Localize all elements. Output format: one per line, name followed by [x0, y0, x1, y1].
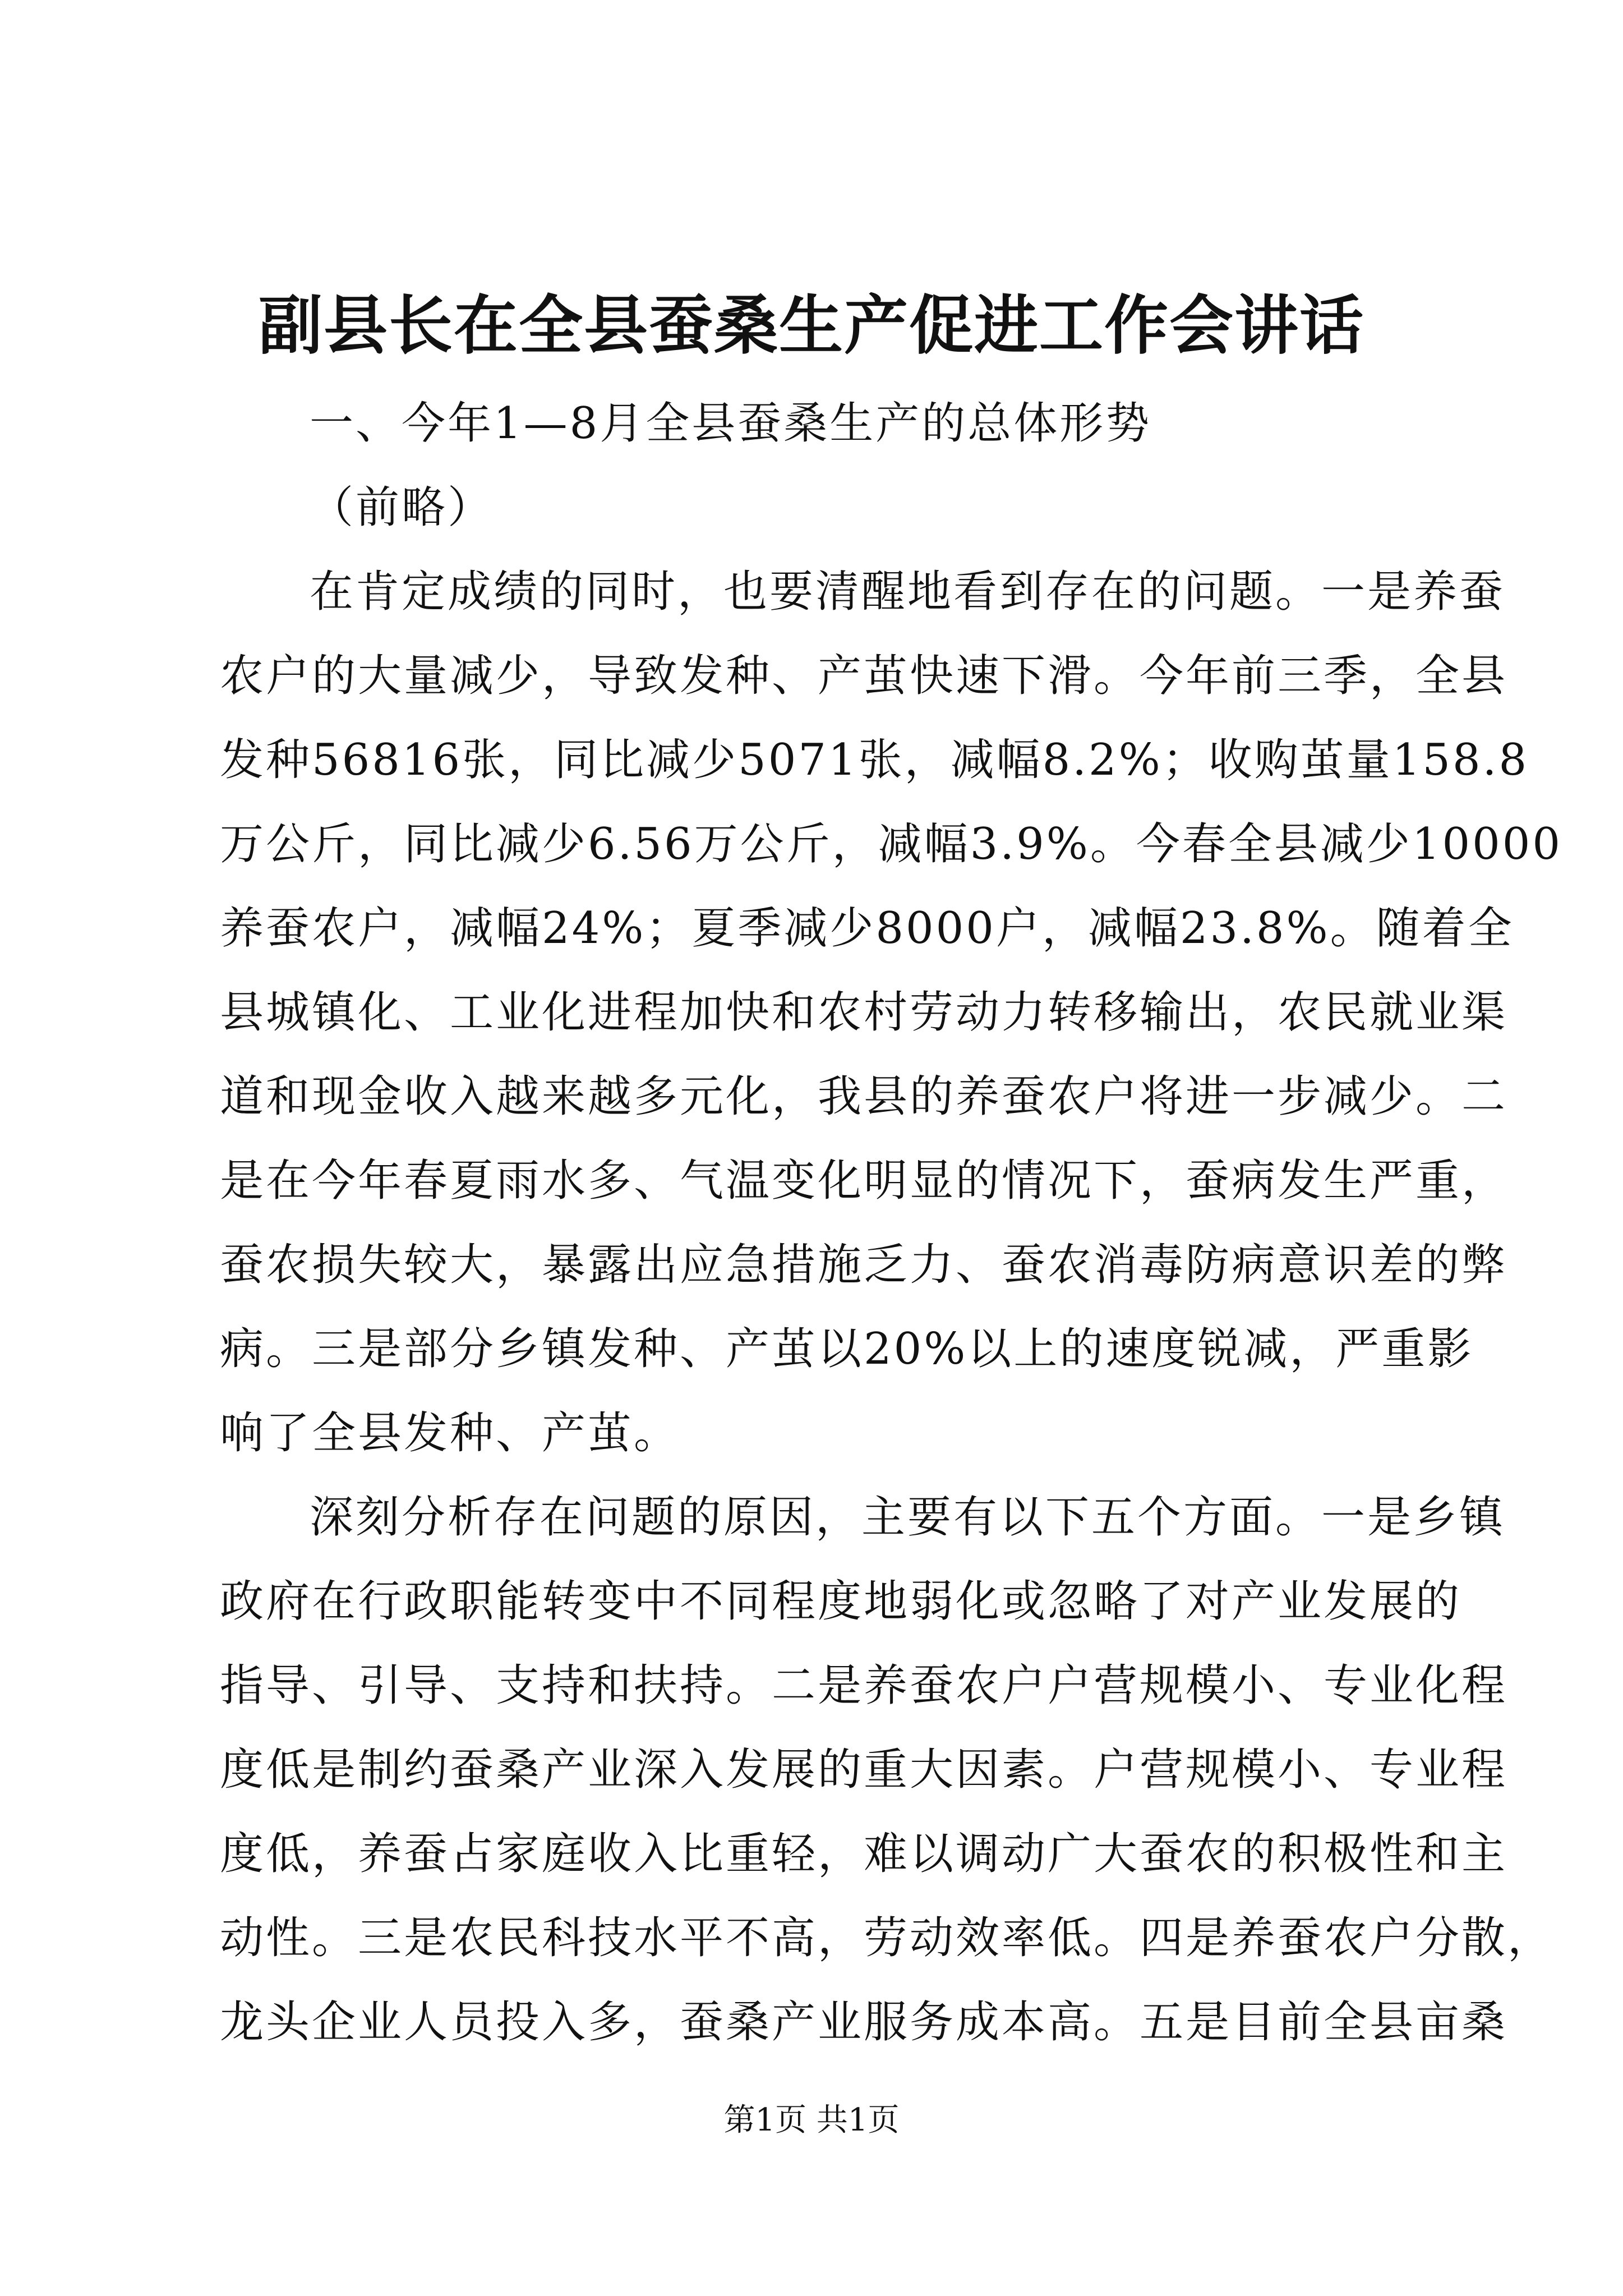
section-heading: 一、今年1—8月全县蚕桑生产的总体形势 [310, 398, 1152, 449]
paragraph-line: 发种56816张，同比减少5071张，减幅8.2%；收购茧量158.8 [220, 735, 1529, 785]
document-body [220, 381, 1562, 2064]
omitted-note: （前略） [310, 482, 494, 533]
paragraph-line: 响了全县发种、产茧。 [220, 1408, 680, 1458]
paragraph-line: 县城镇化、工业化进程加快和农村劳动力转移输出，农民就业渠 [220, 987, 1508, 1038]
paragraph-problems [220, 550, 1562, 1475]
paragraph-line: 指导、引导、支持和扶持。二是养蚕农户户营规模小、专业化程 [220, 1660, 1508, 1711]
paragraph-line: 蚕农损失较大，暴露出应急措施乏力、蚕农消毒防病意识差的弊 [220, 1240, 1508, 1290]
paragraph-line: 万公斤，同比减少6.56万公斤，减幅3.9%。今春全县减少10000 [220, 819, 1562, 869]
paragraph-line: 动性。三是农民科技水平不高，劳动效率低。四是养蚕农户分散， [220, 1913, 1554, 1963]
paragraph-line: 度低，养蚕占家庭收入比重轻，难以调动广大蚕农的积极性和主 [220, 1829, 1508, 1879]
page-footer: 第1页 共1页 [723, 2102, 900, 2138]
paragraph-line: 道和现金收入越来越多元化，我县的养蚕农户将进一步减少。二 [220, 1071, 1508, 1122]
paragraph-line: 在肯定成绩的同时，也要清醒地看到存在的问题。一是养蚕 [310, 567, 1506, 617]
paragraph-line: 龙头企业人员投入多，蚕桑产业服务成本高。五是目前全县亩桑 [220, 1997, 1508, 2047]
paragraph-line: 农户的大量减少，导致发种、产茧快速下滑。今年前三季，全县 [220, 651, 1508, 701]
paragraph-line: 是在今年春夏雨水多、气温变化明显的情况下，蚕病发生严重， [220, 1156, 1508, 1206]
paragraph-line: 政府在行政职能转变中不同程度地弱化或忽略了对产业发展的 [220, 1576, 1462, 1627]
paragraph-causes [220, 1475, 1554, 2064]
paragraph-line: 病。三是部分乡镇发种、产茧以20%以上的速度锐减，严重影 [220, 1324, 1474, 1374]
paragraph-line: 度低是制约蚕桑产业深入发展的重大因素。户营规模小、专业程 [220, 1745, 1508, 1795]
document-title: 副县长在全县蚕桑生产促进工作会讲话 [258, 288, 1364, 363]
paragraph-line: 深刻分析存在问题的原因，主要有以下五个方面。一是乡镇 [310, 1492, 1506, 1543]
paragraph-line: 养蚕农户，减幅24%；夏季减少8000户，减幅23.8%。随着全 [220, 903, 1514, 954]
